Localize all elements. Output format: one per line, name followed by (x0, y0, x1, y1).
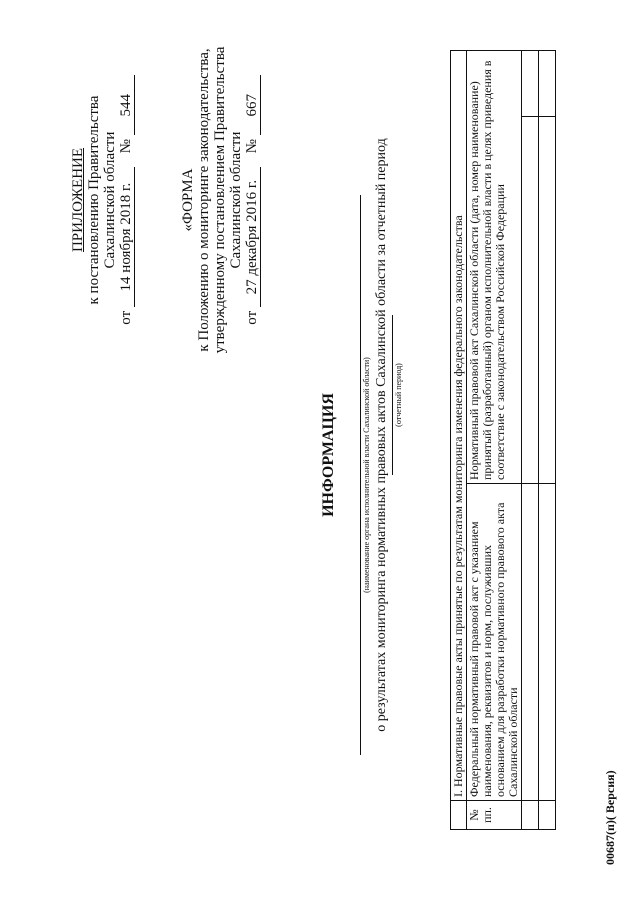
col-num-header: № пп. (467, 801, 522, 830)
table-row (522, 51, 539, 830)
table-section-title: I. Нормативные правовые акты принятые по результатам мониторинга изменения федерального законодательства (451, 51, 467, 801)
appendix-block (70, 35, 135, 365)
period-line (392, 315, 393, 475)
org-line (360, 195, 361, 755)
appendix-date: 14 ноября 2018 г. (118, 167, 135, 307)
appendix-line1: к постановлению Правительства (86, 95, 102, 305)
table-header-row (467, 51, 522, 830)
table-num-blank (451, 801, 467, 830)
form-num-label: № (244, 139, 260, 154)
appendix-number: 544 (118, 75, 135, 135)
form-block (180, 5, 261, 395)
form-from-label: от (244, 310, 260, 325)
doc-subtitle: о результатах мониторинга нормативных правовых актов Сахалинской области за отчетный период (374, 138, 389, 732)
form-title: «ФОРМА (180, 168, 196, 232)
form-line1: к Положению о мониторинге законодательства, (196, 48, 212, 352)
form-line3: Сахалинской области (228, 131, 244, 269)
appendix-date-row (118, 35, 135, 365)
col-regional-header: Нормативный правовой акт Сахалинской области (дата, номер наименование) принятый (разработанный) органом исполнительной власти в целях приведения в соответствие с законодательством Российской Федерации (467, 51, 522, 484)
doc-heading: ИНФОРМАЦИЯ (320, 393, 337, 517)
form-line2: утвержденному постановлением Правительства (212, 46, 228, 354)
appendix-title: ПРИЛОЖЕНИЕ (70, 147, 86, 253)
table-section-row (451, 51, 467, 830)
footer-code: 00687(п)( Версия) (603, 770, 617, 865)
appendix-line2: Сахалинской области (102, 131, 118, 269)
col-federal-header: Федеральный нормативный правовой акт с указанием наименования, реквизитов и норм, послуживших основанием для разработки нормативного правового акта Сахалинской области (467, 484, 522, 801)
appendix-num-label: № (118, 139, 134, 154)
monitoring-table (450, 50, 556, 830)
period-caption: (отчетный период) (394, 363, 403, 427)
form-number: 667 (244, 75, 261, 135)
appendix-from-label: от (118, 310, 134, 325)
table-row (539, 51, 556, 830)
form-date-row (244, 5, 261, 395)
org-caption: (наименование органа исполнительной власти Сахалинской области) (362, 357, 371, 593)
form-date: 27 декабря 2016 г. (244, 167, 261, 307)
